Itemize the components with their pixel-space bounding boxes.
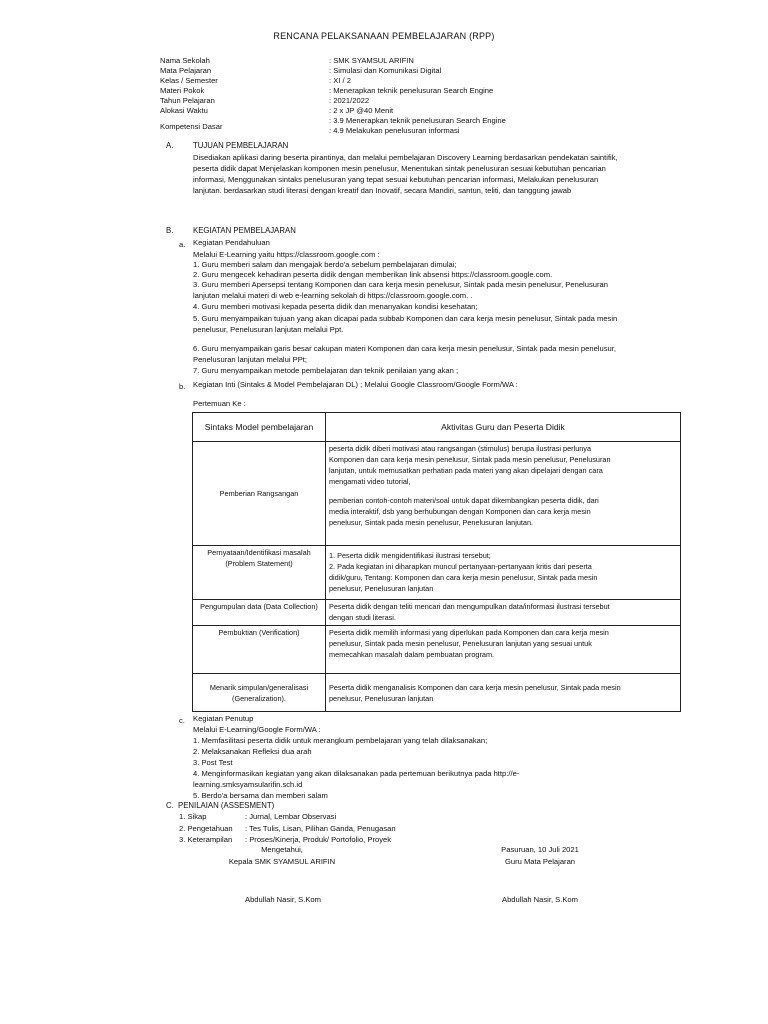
signature-right-name: Abdullah Nasir, S.Kom — [502, 895, 578, 904]
paragraph-line: learning.smksyamsularifin.sch.id — [193, 780, 303, 789]
identity-value: : Menerapkan teknik penelusuran Search Engine — [329, 86, 494, 95]
document-title: RENCANA PELAKSANAAN PEMBELAJARAN (RPP) — [273, 31, 495, 41]
activity-line: Komponen dan cara kerja mesin penelusur, Sintak pada mesin penelusur, Penelusuran — [329, 455, 611, 464]
activity-line: Peserta didik memilih informasi yang diperlukan pada Komponen dan cara kerja mesin — [329, 628, 609, 637]
paragraph-line: 7. Guru menyampaikan metode pembelajaran dan teknik penilaian yang akan ; — [193, 366, 459, 375]
paragraph-line: 4. Guru memberi motivasi kepada peserta didik dan menanyakan kondisi kesehatan; — [193, 302, 478, 311]
sintaks-cell: Pernyataan/Identifikasi masalah (Problem Statement) — [193, 546, 326, 600]
activity-line: peserta didik diberi motivasi atau rangsangan (stimulus) berupa ilustrasi perlunya — [329, 444, 592, 453]
activity-line: penelusur, Penelusuran lanjutan — [329, 693, 434, 703]
section-heading: TUJUAN PEMBELAJARAN — [193, 141, 289, 150]
paragraph-line: penelusur, Penelusuran lanjutan melalui Ppt. — [193, 325, 344, 334]
signature-right-line1: Pasuruan, 10 Juli 2021 — [501, 845, 579, 854]
signature-left-line1: Mengetahui, — [261, 845, 303, 854]
identity-value: : 4.9 Melakukan penelusuran informasi — [329, 126, 460, 135]
section-letter: B. — [166, 226, 174, 235]
signature-left-line2: Kepala SMK SYAMSUL ARIFIN — [228, 857, 336, 866]
activity-cell — [326, 626, 681, 674]
paragraph-line: 5. Berdo'a bersama dan memberi salam — [193, 791, 328, 800]
paragraph-line: 6. Guru menyampaikan garis besar cakupan materi Komponen dan cara kerja mesin penelusur, Sintak pada mesin penelusur, — [193, 344, 616, 353]
table-row — [193, 546, 681, 600]
activity-cell — [326, 546, 681, 600]
paragraph-line: informasi, Menggunakan sintaks penelusuran yang tepat sesuai kebutuhan pencarian informasi, Melakukan penelusuran — [193, 175, 599, 184]
identity-label: Kelas / Semester — [160, 76, 218, 85]
signature-left-name: Abdullah Nasir, S.Kom — [245, 895, 321, 904]
paragraph-line: 1. Memfasilitasi peserta didik untuk merangkum pembelajaran yang telah dilaksanakan; — [193, 736, 488, 745]
assessment-label: 1. Sikap — [179, 812, 207, 821]
identity-value: : 2021/2022 — [329, 96, 370, 105]
paragraph-line: lanjutan melalui materi di web e-learning sekolah di https://classroom.google.com. . — [193, 291, 473, 300]
table-row — [193, 442, 681, 546]
activity-cell — [326, 600, 681, 626]
paragraph-line: 3. Guru memberi Apersepsi tentang Komponen dan cara kerja mesin penelusur, Sintak pada mesin penelusur, Penelusuran — [193, 280, 608, 289]
assessment-value: : Jurnal, Lembar Observasi — [245, 812, 337, 821]
paragraph-line: 2. Melaksanakan Refleksi dua arah — [193, 747, 312, 756]
paragraph-line: Penelusuran lanjutan melalui PPt; — [193, 355, 307, 364]
paragraph-line: peserta didik dapat Menjelaskan komponen mesin penelusur, Menentukan sintak penelusuran sesuai kebutuhan pencarian — [193, 164, 606, 173]
section-heading: PENILAIAN (ASSESMENT) — [178, 801, 275, 810]
assessment-value: : Proses/Kinerja, Produk/ Portofolio, Proyek — [245, 835, 392, 844]
table-header-cell: Aktivitas Guru dan Peserta Didik — [326, 413, 681, 442]
identity-value: : SMK SYAMSUL ARIFIN — [329, 56, 414, 65]
activity-line: 2. Pada kegiatan ini diharapkan muncul pertanyaan-pertanyaan kritis dari peserta — [329, 562, 592, 571]
identity-value: : XI / 2 — [329, 76, 351, 85]
paragraph-line: 3. Post Test — [193, 758, 233, 767]
identity-label: Kompetensi Dasar — [160, 122, 223, 131]
subsection-letter: b. — [179, 382, 186, 391]
activity-line: lanjutan, untuk memusatkan perhatian pada materi yang akan dipelajari dengan cara — [329, 466, 603, 475]
sintaks-cell: Pembuktian (Verification) — [193, 626, 326, 674]
paragraph-line: 5. Guru menyampaikan tujuan yang akan dicapai pada subbab Komponen dan cara kerja mesin penelusur, Sintak pada mesin — [193, 314, 618, 323]
table-row — [193, 600, 681, 626]
activity-line: penelusur, Sintak pada mesin penelusur, Penelusuran lanjutan yang sesuai untuk — [329, 639, 592, 648]
table-row — [193, 674, 681, 712]
activity-cell — [326, 674, 681, 712]
sintaks-cell: Pemberian Rangsangan — [193, 442, 326, 546]
activity-line: Peserta didik menganalisis Komponen dan cara kerja mesin penelusur, Sintak pada mesin — [329, 682, 621, 692]
paragraph-line: lanjutan. berdasarkan studi literasi dengan kreatif dan Inovatif, secara Mandiri, santun, teliti, dan tanggung jawab — [193, 186, 572, 195]
assessment-value: : Tes Tulis, Lisan, Pilihan Ganda, Penugasan — [245, 824, 396, 833]
subsection-heading: Kegiatan Inti (Sintaks & Model Pembelajaran DL) ; Melalui Google Classroom/Google Form/WA : — [193, 380, 518, 389]
activity-line: dengan studi literasi. — [329, 613, 396, 622]
paragraph-line: 1. Guru memberi salam dan mengajak berdo'a sebelum pembelajaran dimulai; — [193, 260, 457, 269]
activity-line: Peserta didik dengan teliti mencari dan mengumpulkan data/informasi ilustrasi tersebut — [329, 602, 610, 611]
paragraph-line: Disediakan aplikasi daring beserta pirantinya, dan melalui pembelajaran Discovery Learning berdasarkan pendekatan saintifik, — [193, 153, 618, 162]
section-letter: C. — [166, 801, 174, 810]
signature-right-line2: Guru Mata Pelajaran — [504, 857, 576, 866]
section-letter: A. — [166, 141, 174, 150]
sintaks-cell: Menarik simpulan/generalisasi (Generalization). — [193, 674, 326, 712]
paragraph-line: 4. Menginformasikan kegiatan yang akan dilaksanakan pada pertemuan berikutnya pada http://e- — [193, 769, 520, 778]
section-heading: KEGIATAN PEMBELAJARAN — [193, 226, 296, 235]
activity-line: penelusur, Sintak pada mesin penelusur, Penelusuran lanjutan. — [329, 518, 534, 527]
subsection-letter: a. — [179, 240, 186, 249]
identity-label: Mata Pelajaran — [160, 66, 212, 75]
subsection-heading: Kegiatan Penutup — [193, 714, 254, 723]
paragraph-line: Melalui E-Learning yaitu https://classroom.google.com : — [193, 250, 380, 259]
sintaks-table — [192, 412, 681, 712]
subsection-letter: c. — [179, 716, 185, 725]
table-header-cell: Sintaks Model pembelajaran — [193, 413, 326, 442]
table-row — [193, 626, 681, 674]
activity-line: pemberian contoh-contoh materi/soal untuk dapat dikembangkan peserta didik, dari — [329, 496, 599, 505]
paragraph-line: 2. Guru mengecek kehadiran peserta didik dengan memberikan link absensi https://classroom.google.com. — [193, 270, 553, 279]
spacer — [329, 487, 677, 495]
assessment-label: 3. Keterampilan — [179, 835, 233, 844]
activity-line: 1. Peserta didik mengidentifikasi ilustrasi tersebut; — [329, 551, 491, 560]
pertemuan-label: Pertemuan Ke : — [193, 399, 246, 408]
identity-label: Tahun Pelajaran — [160, 96, 215, 105]
table-header-row — [193, 413, 681, 442]
identity-value: : Simulasi dan Komunikasi Digital — [329, 66, 442, 75]
identity-label: Nama Sekolah — [160, 56, 210, 65]
activity-line: media interaktif, dsb yang berhubungan dengan Komponen dan cara kerja mesin — [329, 507, 591, 516]
identity-label: Materi Pokok — [160, 86, 205, 95]
activity-line: mengamati video tutorial, — [329, 477, 411, 486]
activity-line: penelusur, Penelusuran lanjutan — [329, 584, 434, 593]
identity-value: : 2 x JP @40 Menit — [329, 106, 394, 115]
activity-line: memecahkan masalah dalam pembuatan program. — [329, 650, 495, 659]
identity-value: : 3.9 Menerapkan teknik penelusuran Search Engine — [329, 116, 506, 125]
identity-label: Alokasi Waktu — [160, 106, 208, 115]
activity-line: didik/guru, Tentang: Komponen dan cara kerja mesin penelusur, Sintak pada mesin — [329, 573, 598, 582]
assessment-label: 2. Pengetahuan — [179, 824, 233, 833]
subsection-heading: Kegiatan Pendahuluan — [193, 238, 270, 247]
sintaks-cell: Pengumpulan data (Data Collection) — [193, 600, 326, 626]
paragraph-line: Melalui E-Learning/Google Form/WA : — [193, 725, 321, 734]
activity-cell — [326, 442, 681, 546]
